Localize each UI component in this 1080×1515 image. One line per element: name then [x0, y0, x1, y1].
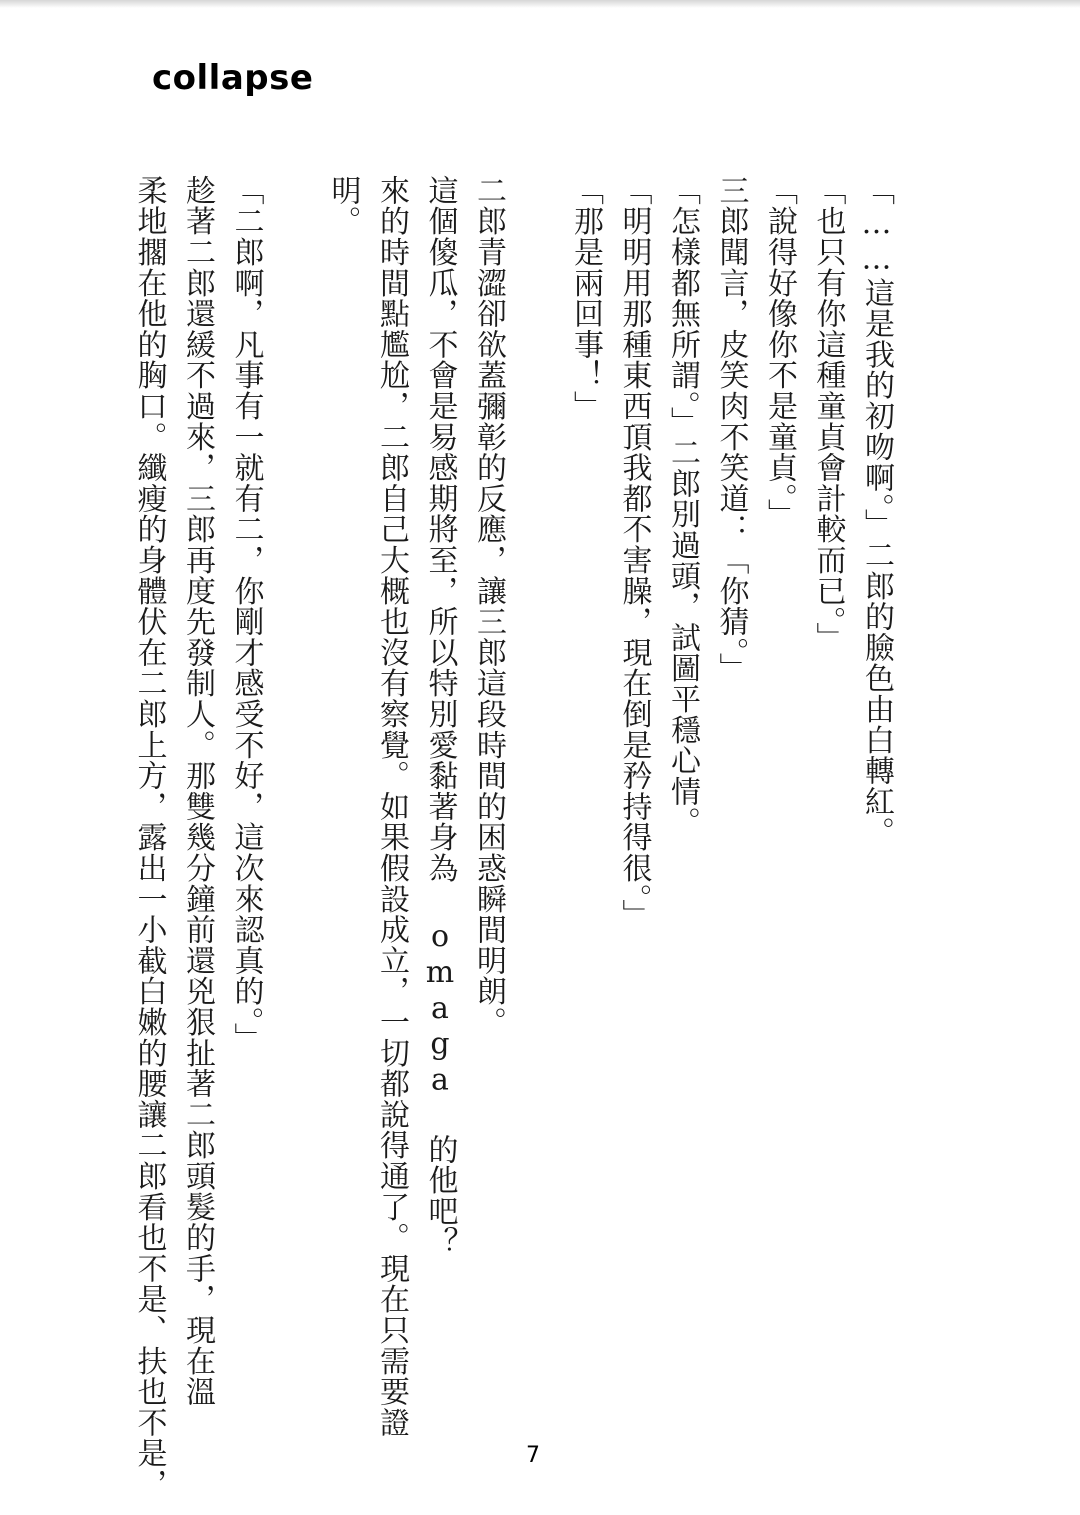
text-line: 「也只有你這種童貞會計較而已。」: [810, 175, 846, 653]
page-top-shadow: [0, 0, 1080, 8]
blank-line: [512, 175, 561, 1405]
text-line: 「明明用那種東西頂我都不害臊，現在倒是矜持得很。」: [616, 175, 652, 930]
text-line: 「那是兩回事！」: [568, 175, 603, 422]
vertical-body-text: [131, 175, 900, 1500]
text-line: 來的時間點尷尬，二郎自己大概也沒有察覺。如果假設成立，一切都說得通了。現在只需要證: [374, 175, 409, 1438]
page-number: 7: [526, 1443, 540, 1468]
text-line: 「怎樣都無所謂。」二郎別過頭，試圖平穩心情。: [665, 175, 700, 838]
text-line: 「二郎啊，凡事有一就有二，你剛才感受不好，這次來認真的。」: [228, 175, 264, 1054]
text-line: 趁著二郎還緩不過來，三郎再度先發制人。那雙幾分鐘前還兇狠扯著二郎頭髮的手，現在溫: [180, 175, 215, 1407]
text-line: 「說得好像你不是童貞。」: [762, 175, 797, 530]
text-line: 三郎聞言，皮笑肉不笑道：「你猜。」: [713, 175, 749, 684]
chapter-title: collapse: [152, 58, 314, 98]
text-line: 這個傻瓜，不會是易感期將至，所以特別愛黏著身為 omaga 的他吧？: [422, 175, 458, 1258]
blank-line: [270, 175, 319, 1405]
text-line: 柔地擱在他的胸口。纖瘦的身體伏在二郎上方，露出一小截白嫩的腰讓二郎看也不是、扶也不是，: [131, 175, 167, 1500]
text-line: 明。: [325, 175, 361, 237]
text-line: 二郎青澀卻欲蓋彌彰的反應，讓三郎這段時間的困惑瞬間明朗。: [471, 175, 506, 1038]
text-line: 「……這是我的初吻啊。」二郎的臉色由白轉紅。: [859, 175, 894, 848]
